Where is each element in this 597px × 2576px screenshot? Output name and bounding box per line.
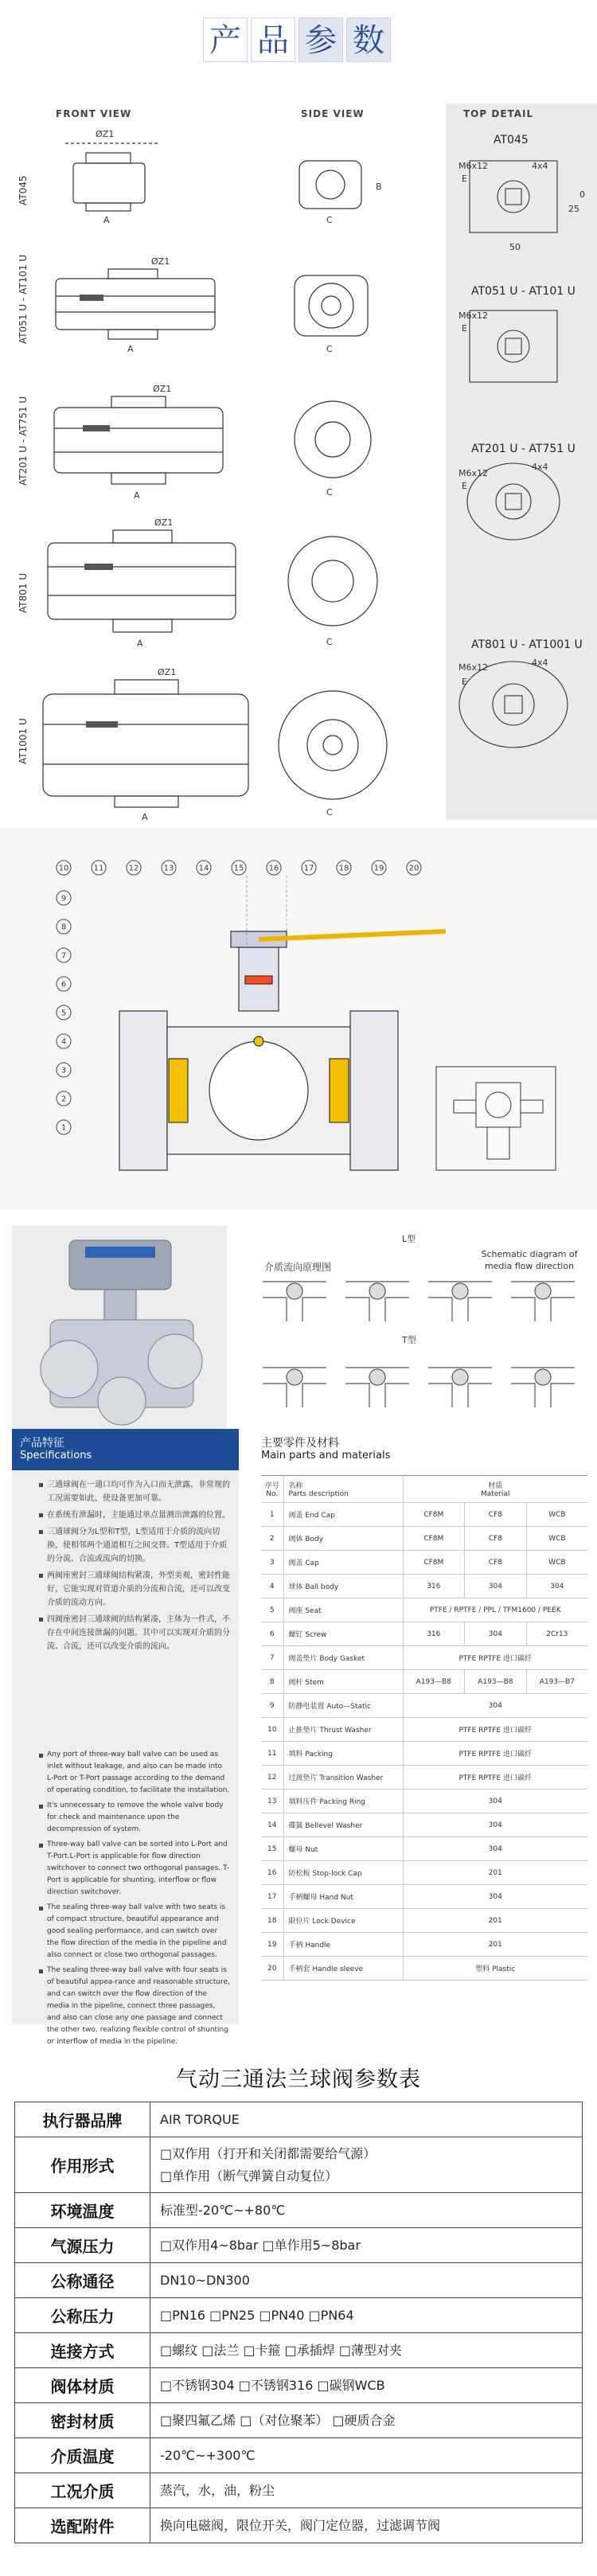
part-material: A193—B8 (465, 1670, 527, 1694)
param-value-line: □双作用（打开和关闭都需要给气源） (160, 2145, 377, 2161)
part-callout-number: 3 (60, 1066, 67, 1075)
title-char: 产 (203, 18, 248, 62)
row-label: AT1001 U (18, 718, 29, 764)
spec-item-cn: 两阀座密封三通球阀结构紧凑，外型美观，密封性能好，它能实现对管道介质的分流和合流，还可以改变介质的流动方向。 (39, 1569, 230, 1610)
part-material: 2Cr13 (526, 1622, 587, 1646)
params-title: 气动三通法兰球阀参数表 (176, 2067, 421, 2092)
param-key: 阀体材质 (15, 2368, 150, 2403)
parts-row (261, 1646, 587, 1670)
param-key: 气源压力 (15, 2228, 150, 2263)
part-name: 碟簧 Bellevel Washer (283, 1813, 403, 1837)
param-value (150, 2263, 583, 2298)
parts-table (261, 1475, 587, 1981)
part-callout-number: 20 (408, 864, 419, 873)
part-name: 阀座 Seat (283, 1598, 403, 1622)
header-text: 序号 (264, 1482, 279, 1490)
part-material: WCB (526, 1527, 587, 1551)
dim-label: A (137, 638, 143, 649)
part-material: 304 (465, 1622, 527, 1646)
part-callout-number: 10 (58, 864, 69, 873)
param-value-line: AIR TORQUE (160, 2111, 240, 2127)
part-material: CF8M (403, 1551, 465, 1575)
part-callout-number: 8 (60, 923, 67, 932)
param-value (150, 2368, 583, 2403)
flow-schematics (247, 1234, 597, 1425)
part-callout-number: 16 (268, 864, 279, 873)
part-material: 201 (403, 1933, 587, 1957)
twentyfive-label: 25 (568, 204, 579, 214)
row-label: AT201 U - AT751 U (18, 396, 29, 486)
part-name: 防静电装置 Auto—Static (283, 1694, 403, 1718)
part-number: 13 (261, 1790, 283, 1813)
dim-label: C (326, 807, 333, 818)
top-detail-heading: TOP DETAIL (463, 108, 534, 119)
part-name: 止推垫片 Thrust Washer (283, 1718, 403, 1742)
part-number: 19 (261, 1933, 283, 1957)
part-number: 18 (261, 1909, 283, 1933)
part-number: 5 (261, 1598, 283, 1622)
parameter-table (14, 2102, 583, 2543)
spec-panel (12, 1429, 239, 2046)
part-number: 17 (261, 1885, 283, 1909)
parts-row (261, 1742, 587, 1766)
param-row (15, 2473, 583, 2508)
part-number: 9 (261, 1694, 283, 1718)
part-name: 防松板 Stop-lock Cap (283, 1861, 403, 1885)
square-label: 4x4 (532, 462, 548, 472)
part-material: CF8 (465, 1503, 527, 1527)
spec-item-cn: 三通球阀分为L型和T型，L型适用于介质的流向切换，使相邻两个通道相互之间交替。T型适用于介质的分流、合流或流向的切换。 (39, 1525, 230, 1566)
flow-schematic (511, 1368, 575, 1407)
part-name: 过渡垫片 Transition Washer (283, 1766, 403, 1790)
square-label: 4x4 (532, 161, 548, 171)
part-material: CF8 (465, 1551, 527, 1575)
parts-col-material (403, 1476, 587, 1503)
part-material: PTFE RPTFE 进口碳纤 (403, 1718, 587, 1742)
param-row (15, 2508, 583, 2543)
e-label: E (462, 481, 467, 491)
param-row (15, 2438, 583, 2473)
part-callout-number: 19 (373, 864, 384, 873)
bolt-label: M6x12 (458, 161, 488, 171)
dim-label: A (127, 344, 134, 354)
part-name: 手柄螺母 Hand Nut (283, 1885, 403, 1909)
dim-label: A (103, 215, 110, 225)
part-material: 塑料 Plastic (403, 1957, 587, 1981)
part-name: 螺钉 Screw (283, 1622, 403, 1646)
param-value (150, 2403, 583, 2438)
part-material: 316 (403, 1622, 465, 1646)
param-value (150, 2438, 583, 2473)
parts-header (253, 1429, 587, 1470)
side-view-heading: SIDE VIEW (301, 108, 365, 119)
parts-row (261, 1813, 587, 1837)
part-callout-number: 11 (93, 864, 104, 873)
parts-row (261, 1527, 587, 1551)
param-value (150, 2193, 583, 2228)
parts-title-cn: 主要零件及材料 (261, 1437, 339, 1450)
part-callout-number: 15 (233, 864, 244, 873)
model-name: AT201 U - AT751 U (471, 443, 576, 455)
part-number: 12 (261, 1766, 283, 1790)
part-name: 限位片 Lock Device (283, 1909, 403, 1933)
dim-label: ØZ1 (158, 667, 177, 677)
flow-schematic (428, 1368, 492, 1407)
spec-item-en: Three-way ball valve can be sorted into L-Port and T-Port.L-Port is applicable for flow direction switchover to connect two orthogonal passages. T-Port is applicable for shunting, interflow or flow direction switchover. (39, 1839, 230, 1899)
product-photo-row (0, 1218, 597, 1449)
param-key: 工况介质 (15, 2473, 150, 2508)
param-key: 公称通径 (15, 2263, 150, 2298)
spec-item-en: It's unnecessary to remove the whole valve body for check and maintenance upon the decompression of system. (39, 1800, 230, 1836)
exploded-diagram (0, 828, 597, 1210)
part-number: 20 (261, 1957, 283, 1981)
spec-title-en: Specifications (20, 1450, 92, 1462)
parts-row (261, 1790, 587, 1813)
dim-label: ØZ1 (154, 517, 174, 528)
part-callout-number: 18 (338, 864, 349, 873)
spec-item-cn: 在系统有泄漏时，主能通过单点量测出泄露的位置。 (39, 1509, 230, 1522)
part-number: 8 (261, 1670, 283, 1694)
title-char: 参 (298, 18, 343, 62)
param-row (15, 2193, 583, 2228)
param-value-line: DN10~DN300 (160, 2272, 250, 2288)
param-value-line: □单作用（断气弹簧自动复位） (160, 2168, 338, 2184)
zero-label: 0 (579, 189, 585, 200)
param-key: 公称压力 (15, 2298, 150, 2333)
dim-label: A (142, 812, 148, 822)
part-number: 7 (261, 1646, 283, 1670)
param-value-line: □PN16 □PN25 □PN40 □PN64 (160, 2307, 354, 2323)
parts-row (261, 1598, 587, 1622)
front-view-heading: FRONT VIEW (56, 108, 132, 119)
part-callout-number: 14 (198, 864, 209, 873)
valve-illustration (12, 1226, 227, 1437)
part-name: 阀体 Body (283, 1527, 403, 1551)
part-number: 2 (261, 1527, 283, 1551)
param-value-line: □不锈钢304 □不锈钢316 □碳钢WCB (160, 2377, 385, 2393)
dim-label: C (326, 487, 333, 498)
dim-label: C (326, 215, 333, 225)
model-name: AT045 (494, 134, 529, 146)
part-material: PTFE RPTFE 进口碳纤 (403, 1766, 587, 1790)
part-material: CF8 (465, 1527, 527, 1551)
dim-label: ØZ1 (96, 129, 115, 139)
header-text: No. (266, 1490, 279, 1498)
title-char: 数 (346, 18, 391, 62)
e-label: E (462, 323, 467, 334)
part-name: 填料 Packing (283, 1742, 403, 1766)
part-name: 手柄套 Handle sleeve (283, 1957, 403, 1981)
part-callout-number: 9 (60, 894, 67, 904)
flow-schematic (263, 1282, 326, 1321)
part-material: 304 (526, 1575, 587, 1598)
part-material: WCB (526, 1551, 587, 1575)
part-material: 304 (403, 1813, 587, 1837)
spec-item-en: The sealing three-way ball valve with two seats is of compact structure, beautiful appearance and good sealing performance, and can switch over the flow direction of the media in the pipeline and also connect or close two orthogonal passages. (39, 1902, 230, 1961)
part-material: 304 (465, 1575, 527, 1598)
param-row (15, 2333, 583, 2368)
part-callout-number: 4 (60, 1037, 67, 1047)
row-label: AT051 U - AT101 U (18, 254, 29, 344)
param-value-line: 标准型-20℃~+80℃ (160, 2202, 286, 2218)
param-value-line: 换向电磁阀，限位开关，阀门定位器，过滤调节阀 (160, 2517, 441, 2533)
dim-label: B (376, 181, 382, 192)
part-number: 4 (261, 1575, 283, 1598)
header-text: 材质 (488, 1482, 503, 1490)
part-material: A193—B7 (526, 1670, 587, 1694)
model-name: AT051 U - AT101 U (471, 285, 576, 298)
parts-row (261, 1551, 587, 1575)
param-value (150, 2102, 583, 2137)
param-value (150, 2508, 583, 2543)
dimension-drawings (0, 88, 597, 828)
part-name: 阀杆 Stem (283, 1670, 403, 1694)
fifty-label: 50 (509, 242, 521, 252)
parts-row (261, 1575, 587, 1598)
part-callout-number: 7 (60, 951, 67, 961)
part-material: PTFE RPTFE 进口碳纤 (403, 1646, 587, 1670)
dim-label: C (326, 344, 333, 354)
part-material: PTFE RPTFE 进口碳纤 (403, 1742, 587, 1766)
dim-label: A (134, 490, 140, 501)
param-key: 选配附件 (15, 2508, 150, 2543)
dim-label: ØZ1 (151, 256, 170, 267)
parts-row (261, 1885, 587, 1909)
l-type-label: L型 (402, 1234, 416, 1244)
e-label: E (462, 677, 467, 687)
row-label: AT045 (18, 175, 29, 205)
spec-title-cn: 产品特征 (20, 1437, 64, 1450)
part-name: 螺母 Nut (283, 1837, 403, 1861)
spec-header (12, 1429, 239, 1470)
part-material: 304 (403, 1885, 587, 1909)
part-number: 16 (261, 1861, 283, 1885)
param-key: 介质温度 (15, 2438, 150, 2473)
param-row (15, 2228, 583, 2263)
parts-row (261, 1694, 587, 1718)
parts-col-no (261, 1476, 283, 1503)
flow-schematic (345, 1282, 409, 1321)
part-callout-number: 5 (60, 1009, 67, 1018)
header-text: Parts description (288, 1490, 349, 1498)
parts-row (261, 1837, 587, 1861)
part-material: 316 (403, 1575, 465, 1598)
t-type-label: T型 (402, 1335, 416, 1345)
part-name: 阀盖垫片 Body Gasket (283, 1646, 403, 1670)
param-row (15, 2102, 583, 2137)
spec-and-parts (0, 1429, 597, 2046)
param-value (150, 2137, 583, 2193)
flow-schematic (345, 1368, 409, 1407)
part-name: 球体 Ball body (283, 1575, 403, 1598)
parts-table-header (261, 1476, 587, 1503)
part-number: 1 (261, 1503, 283, 1527)
param-value (150, 2228, 583, 2263)
part-callout-number: 1 (60, 1123, 67, 1133)
parts-row (261, 1957, 587, 1981)
part-material: 201 (403, 1909, 587, 1933)
part-material: A193—B8 (403, 1670, 465, 1694)
part-material: WCB (526, 1503, 587, 1527)
part-material: 304 (403, 1790, 587, 1813)
part-material: PTFE / RPTFE / PPL / TFM1600 / PEEK (403, 1598, 587, 1622)
flow-schematic (511, 1282, 575, 1321)
part-material: 201 (403, 1861, 587, 1885)
parts-row (261, 1766, 587, 1790)
spec-list-cn (39, 1478, 230, 1657)
parts-title-en: Main parts and materials (261, 1450, 391, 1462)
model-name: AT801 U - AT1001 U (471, 638, 583, 651)
part-material: CF8M (403, 1503, 465, 1527)
flow-title-en-line: Schematic diagram of (481, 1249, 578, 1259)
part-callout-number: 6 (60, 980, 67, 989)
spec-list-en (39, 1749, 230, 2051)
param-row (15, 2298, 583, 2333)
part-name: 手柄 Handle (283, 1933, 403, 1957)
param-value-line: □双作用4~8bar □单作用5~8bar (160, 2237, 361, 2253)
actuator-drawings (0, 88, 446, 820)
param-value-line: 蒸汽，水，油，粉尘 (160, 2482, 275, 2498)
part-number: 15 (261, 1837, 283, 1861)
param-key: 连接方式 (15, 2333, 150, 2368)
param-row (15, 2263, 583, 2298)
parts-row (261, 1909, 587, 1933)
bolt-label: M6x12 (458, 662, 488, 673)
part-name: 填料压件 Packing Ring (283, 1790, 403, 1813)
parts-row (261, 1670, 587, 1694)
param-key: 执行器品牌 (15, 2102, 150, 2137)
param-value-line: -20℃~+300℃ (160, 2447, 256, 2463)
param-value-line: □螺纹 □法兰 □卡箍 □承插焊 □薄型对夹 (160, 2342, 402, 2358)
spec-item-en: The sealing three-way ball valve with four seats is of beautiful appea-rance and reasonable structure, and can switch over the flow direction of the media in the pipeline, connect three passages, and also can close any one passage and connect the other two, realizing flexible control of shunting or interflow of media in the pipeline. (39, 1965, 230, 2048)
part-callout-number: 13 (163, 864, 174, 873)
product-photo (12, 1226, 227, 1437)
part-material: 304 (403, 1837, 587, 1861)
part-name: 阀盖 Cap (283, 1551, 403, 1575)
param-value-line: □聚四氟乙烯 □（对位聚苯） □硬质合金 (160, 2412, 396, 2428)
param-key: 环境温度 (15, 2193, 150, 2228)
square-label: 4x4 (532, 658, 548, 668)
parts-row (261, 1933, 587, 1957)
param-row (15, 2368, 583, 2403)
bolt-label: M6x12 (458, 468, 488, 478)
flow-title-en-line: media flow direction (484, 1261, 575, 1271)
row-label: AT801 U (18, 572, 29, 613)
header-text: 名称 (288, 1482, 303, 1490)
parts-col-name (283, 1476, 403, 1503)
part-number: 6 (261, 1622, 283, 1646)
param-row (15, 2403, 583, 2438)
spec-item-cn: 四阀座密封三通球阀的结构紧凑，主体为一件式，不存在中间连接泄漏的问题。其中可以实现对介质的分流、合流，还可以改变介质的流向。 (39, 1613, 230, 1653)
part-callout-number: 17 (303, 864, 314, 873)
flow-schematic (263, 1368, 326, 1407)
part-number: 10 (261, 1718, 283, 1742)
flow-title-cn: 介质流向原理图 (264, 1262, 332, 1273)
bolt-label: M6x12 (458, 310, 488, 321)
part-callout-number: 2 (60, 1095, 67, 1104)
param-row (15, 2137, 583, 2193)
dim-label: C (326, 637, 333, 647)
parts-row (261, 1622, 587, 1646)
param-value (150, 2333, 583, 2368)
parameter-section (0, 2054, 597, 2576)
page-title (203, 18, 394, 65)
parts-row (261, 1861, 587, 1885)
part-material: 304 (403, 1694, 587, 1718)
part-callout-number: 12 (128, 864, 139, 873)
parts-row (261, 1503, 587, 1527)
valve-section-drawing (0, 828, 597, 1210)
e-label: E (462, 174, 467, 184)
parts-row (261, 1718, 587, 1742)
part-material: CF8M (403, 1527, 465, 1551)
page-header (0, 0, 597, 88)
param-key: 密封材质 (15, 2403, 150, 2438)
spec-item-en: Any port of three-way ball valve can be used as inlet without leakage, and also can be made into L-Port or T-Port passage according to the demand of operating condition, to facilitate the installation. (39, 1749, 230, 1797)
part-number: 11 (261, 1742, 283, 1766)
dim-label: ØZ1 (153, 384, 172, 394)
part-name: 阀盖 End Cap (283, 1503, 403, 1527)
title-char: 品 (251, 18, 295, 62)
flow-schematic (428, 1282, 492, 1321)
part-number: 14 (261, 1813, 283, 1837)
param-value (150, 2473, 583, 2508)
param-value (150, 2298, 583, 2333)
param-key: 作用形式 (15, 2137, 150, 2193)
part-number: 3 (261, 1551, 283, 1575)
header-text: Material (480, 1490, 510, 1498)
spec-item-cn: 三通球阀在一通口均可作为入口而无泄露。非常规的工况需要如此，使设备更加可靠。 (39, 1478, 230, 1505)
